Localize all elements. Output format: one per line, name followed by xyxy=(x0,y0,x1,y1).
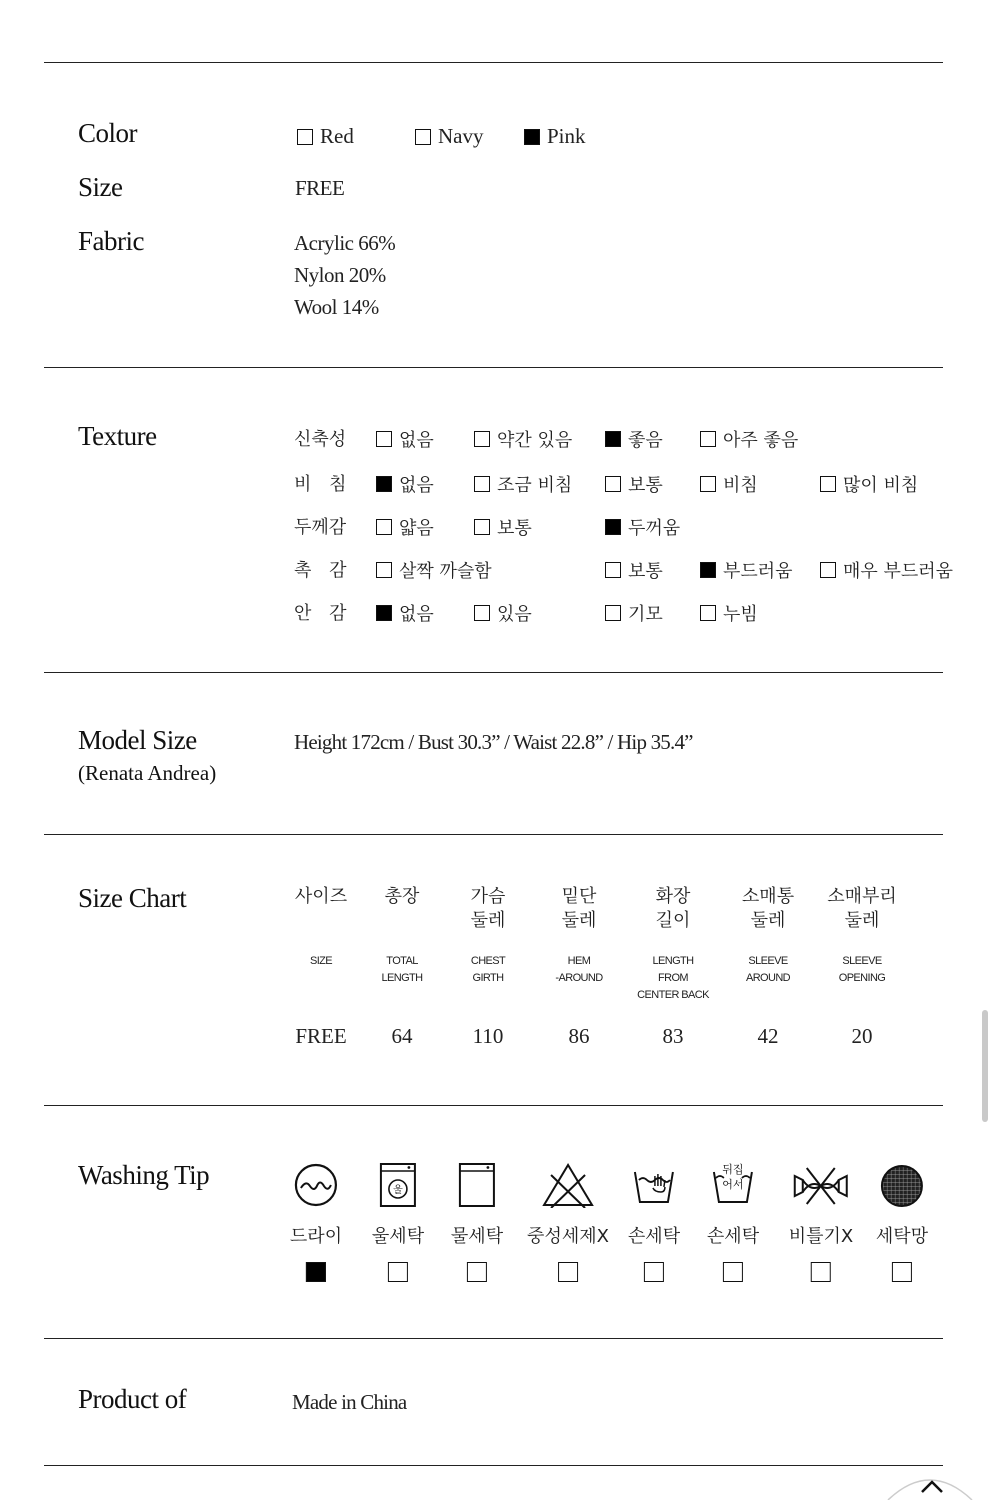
checkbox[interactable] xyxy=(558,1262,578,1282)
wash-item-dry[interactable] xyxy=(290,1162,342,1282)
size-chart-column xyxy=(827,885,897,933)
texture-option[interactable] xyxy=(376,600,434,626)
texture-option[interactable] xyxy=(820,471,918,497)
fabric-line: Nylon 20% xyxy=(294,263,386,287)
checkbox-checked[interactable] xyxy=(605,519,621,535)
size-label: Size xyxy=(78,172,123,202)
wash-item-label: 드라이 xyxy=(289,1226,343,1247)
checkbox[interactable] xyxy=(474,431,490,447)
svg-text:뒤집: 뒤집 xyxy=(722,1163,744,1176)
wash-item-water[interactable] xyxy=(451,1162,503,1282)
texture-option[interactable] xyxy=(376,514,434,540)
texture-option-label: 비침 xyxy=(723,475,758,496)
texture-option[interactable] xyxy=(700,426,798,452)
size-chart-en xyxy=(746,953,790,987)
column-header-en: HEM -AROUND xyxy=(555,955,603,984)
size-chart-value: FREE xyxy=(295,1024,347,1048)
texture-option-label: 살짝 까슬함 xyxy=(399,561,492,582)
divider xyxy=(44,62,943,63)
column-header-ko: 사이즈 xyxy=(294,886,348,907)
texture-option[interactable] xyxy=(820,557,953,583)
divider xyxy=(44,1105,943,1106)
size-chart-value-cell xyxy=(295,1024,346,1049)
texture-option-label: 보통 xyxy=(628,475,663,496)
size-chart-value-cell xyxy=(852,1024,873,1049)
column-header-en: SLEEVE OPENING xyxy=(838,955,886,984)
texture-row-label: 두께감 xyxy=(294,517,347,538)
texture-option-label: 두꺼움 xyxy=(628,518,681,539)
column-header-ko: 가슴 둘레 xyxy=(470,886,506,931)
size-chart-value: 86 xyxy=(568,1024,590,1048)
texture-option[interactable] xyxy=(474,514,532,540)
model-name: (Renata Andrea) xyxy=(78,761,217,785)
checkbox-checked[interactable] xyxy=(700,562,716,578)
checkbox[interactable] xyxy=(723,1262,743,1282)
checkbox[interactable] xyxy=(644,1262,664,1282)
wash-item-label: 비틀기X xyxy=(788,1226,854,1247)
color-option-label: Red xyxy=(320,124,354,148)
wash-item-hand-wash-inside-out[interactable] xyxy=(707,1162,759,1282)
checkbox[interactable] xyxy=(376,431,392,447)
texture-option[interactable] xyxy=(605,600,663,626)
checkbox[interactable] xyxy=(820,476,836,492)
texture-option-label: 조금 비침 xyxy=(497,475,573,496)
checkbox[interactable] xyxy=(700,605,716,621)
column-header-en: LENGTH FROM CENTER BACK xyxy=(637,955,709,1001)
wash-item-label: 울세탁 xyxy=(371,1226,425,1247)
wash-item-no-wring[interactable] xyxy=(789,1162,854,1282)
wash-item-no-neutral-detergent[interactable] xyxy=(527,1162,609,1282)
checkbox[interactable] xyxy=(700,431,716,447)
divider xyxy=(44,367,943,368)
checkbox[interactable] xyxy=(297,129,313,145)
fabric-label: Fabric xyxy=(78,226,144,256)
divider xyxy=(44,1338,943,1339)
column-header-en: TOTAL LENGTH xyxy=(381,955,423,984)
checkbox[interactable] xyxy=(376,562,392,578)
size-chart-column xyxy=(471,885,506,933)
checkbox[interactable] xyxy=(605,605,621,621)
color-label: Color xyxy=(78,118,138,148)
divider xyxy=(44,1465,943,1466)
model-size-label: Model Size xyxy=(78,725,197,755)
checkbox[interactable] xyxy=(467,1262,487,1282)
checkbox[interactable] xyxy=(820,562,836,578)
wash-item-hand-wash[interactable] xyxy=(628,1162,680,1282)
texture-row-label: 신축성 xyxy=(294,429,347,450)
texture-row-label: 안 감 xyxy=(294,603,353,624)
wash-item-label: 손세탁 xyxy=(706,1226,760,1247)
size-chart-en xyxy=(471,953,505,987)
texture-option[interactable] xyxy=(474,426,572,452)
texture-option-label: 없음 xyxy=(399,430,434,451)
wash-item-wool[interactable] xyxy=(372,1162,424,1282)
texture-option-label: 기모 xyxy=(628,604,663,625)
checkbox[interactable] xyxy=(811,1262,831,1282)
color-option-pink[interactable] xyxy=(524,124,586,149)
texture-option[interactable] xyxy=(376,471,434,497)
checkbox-checked[interactable] xyxy=(524,129,540,145)
texture-option[interactable] xyxy=(605,514,680,540)
checkbox[interactable] xyxy=(388,1262,408,1282)
wool-wash-icon xyxy=(378,1162,418,1208)
texture-option-label: 얇음 xyxy=(399,518,434,539)
wash-item-label: 세탁망 xyxy=(875,1226,929,1247)
size-chart-en xyxy=(555,953,602,987)
size-chart-value-cell xyxy=(569,1024,590,1049)
size-chart-value-cell xyxy=(392,1024,413,1049)
texture-option-label: 없음 xyxy=(399,604,434,625)
texture-option-label: 보통 xyxy=(497,518,532,539)
size-chart-value: 20 xyxy=(851,1024,873,1048)
color-option-label: Navy xyxy=(438,124,484,148)
texture-option[interactable] xyxy=(474,471,572,497)
product-of-label: Product of xyxy=(78,1384,187,1414)
scroll-top-button[interactable] xyxy=(880,1470,980,1500)
column-header-ko: 소매통 둘레 xyxy=(741,886,795,931)
color-option-label: Pink xyxy=(547,124,586,148)
size-value: FREE xyxy=(295,176,345,200)
size-chart-en xyxy=(839,953,886,987)
checkbox[interactable] xyxy=(415,129,431,145)
texture-option-label: 부드러움 xyxy=(723,561,793,582)
checkbox[interactable] xyxy=(376,519,392,535)
divider xyxy=(44,834,943,835)
size-chart-label: Size Chart xyxy=(78,883,187,913)
texture-option[interactable] xyxy=(605,557,663,583)
checkbox-checked[interactable] xyxy=(605,431,621,447)
texture-option-label: 보통 xyxy=(628,561,663,582)
column-header-en: CHEST GIRTH xyxy=(470,955,506,984)
svg-text:어서: 어서 xyxy=(722,1178,744,1191)
texture-option-label: 많이 비침 xyxy=(843,475,919,496)
size-chart-column xyxy=(562,885,597,933)
column-header-ko: 총장 xyxy=(384,886,420,907)
texture-option-label: 약간 있음 xyxy=(497,430,573,451)
water-wash-icon xyxy=(457,1162,497,1208)
texture-option[interactable] xyxy=(376,426,434,452)
size-chart-value: 110 xyxy=(472,1024,504,1048)
checkbox-checked[interactable] xyxy=(306,1262,326,1282)
texture-row-label: 촉 감 xyxy=(294,560,353,581)
texture-option-label: 누빔 xyxy=(723,604,758,625)
texture-option-label: 아주 좋음 xyxy=(723,430,799,451)
fabric-line: Wool 14% xyxy=(294,295,379,319)
washing-tip-label: Washing Tip xyxy=(78,1160,210,1190)
wash-item-label: 물세탁 xyxy=(450,1226,504,1247)
size-chart-value-cell xyxy=(663,1024,684,1049)
checkbox-checked[interactable] xyxy=(376,605,392,621)
hand-wash-inside-out-icon xyxy=(710,1162,756,1208)
no-wring-icon xyxy=(791,1162,851,1208)
texture-option[interactable] xyxy=(474,600,532,626)
divider xyxy=(44,672,943,673)
size-chart-column xyxy=(656,885,691,933)
checkbox[interactable] xyxy=(474,476,490,492)
column-header-en: SLEEVE AROUND xyxy=(745,955,791,984)
checkbox[interactable] xyxy=(605,562,621,578)
color-option-red[interactable] xyxy=(297,124,354,149)
checkbox[interactable] xyxy=(892,1262,912,1282)
texture-option[interactable] xyxy=(700,557,793,583)
column-header-en: SIZE xyxy=(309,955,333,967)
checkbox[interactable] xyxy=(474,605,490,621)
size-chart-value-cell xyxy=(758,1024,779,1049)
texture-option-label: 있음 xyxy=(497,604,532,625)
texture-option-label: 매우 부드러움 xyxy=(843,561,954,582)
texture-option[interactable] xyxy=(605,471,663,497)
no-neutral-detergent-icon xyxy=(541,1162,595,1208)
model-measurements: Height 172cm / Bust 30.3” / Waist 22.8” / Hip 35.4” xyxy=(294,730,693,754)
size-chart-value: 83 xyxy=(662,1024,684,1048)
dry-clean-icon xyxy=(293,1162,339,1208)
laundry-net-icon xyxy=(879,1162,925,1208)
wash-item-label: 손세탁 xyxy=(627,1226,681,1247)
texture-label: Texture xyxy=(78,421,157,451)
color-option-navy[interactable] xyxy=(415,124,484,149)
size-chart-en xyxy=(381,953,422,987)
texture-option[interactable] xyxy=(700,471,758,497)
column-header-ko: 화장 길이 xyxy=(655,886,691,931)
checkbox[interactable] xyxy=(700,476,716,492)
checkbox[interactable] xyxy=(605,476,621,492)
column-header-ko: 밑단 둘레 xyxy=(561,886,597,931)
texture-option-label: 없음 xyxy=(399,475,434,496)
texture-option[interactable] xyxy=(700,600,758,626)
size-chart-column xyxy=(742,885,794,933)
size-chart-column xyxy=(295,885,347,909)
scrollbar[interactable] xyxy=(982,1010,988,1122)
size-chart-column xyxy=(385,885,420,909)
size-chart-value: 64 xyxy=(391,1024,413,1048)
size-chart-en xyxy=(310,953,332,970)
svg-text:울: 울 xyxy=(393,1185,403,1196)
size-chart-value-cell xyxy=(473,1024,504,1049)
wash-item-laundry-net[interactable] xyxy=(876,1162,928,1282)
texture-option[interactable] xyxy=(605,426,663,452)
column-header-ko: 소매부리 둘레 xyxy=(827,886,897,931)
size-chart-value: 42 xyxy=(757,1024,779,1048)
size-chart-en xyxy=(637,953,709,1004)
hand-wash-icon xyxy=(631,1162,677,1208)
product-of-value: Made in China xyxy=(292,1390,407,1414)
texture-option-label: 좋음 xyxy=(628,430,663,451)
wash-item-label: 중성세제X xyxy=(527,1226,609,1247)
checkbox-checked[interactable] xyxy=(376,476,392,492)
texture-row-label: 비 침 xyxy=(294,474,353,495)
checkbox[interactable] xyxy=(474,519,490,535)
texture-option[interactable] xyxy=(376,557,492,583)
fabric-line: Acrylic 66% xyxy=(294,231,396,255)
